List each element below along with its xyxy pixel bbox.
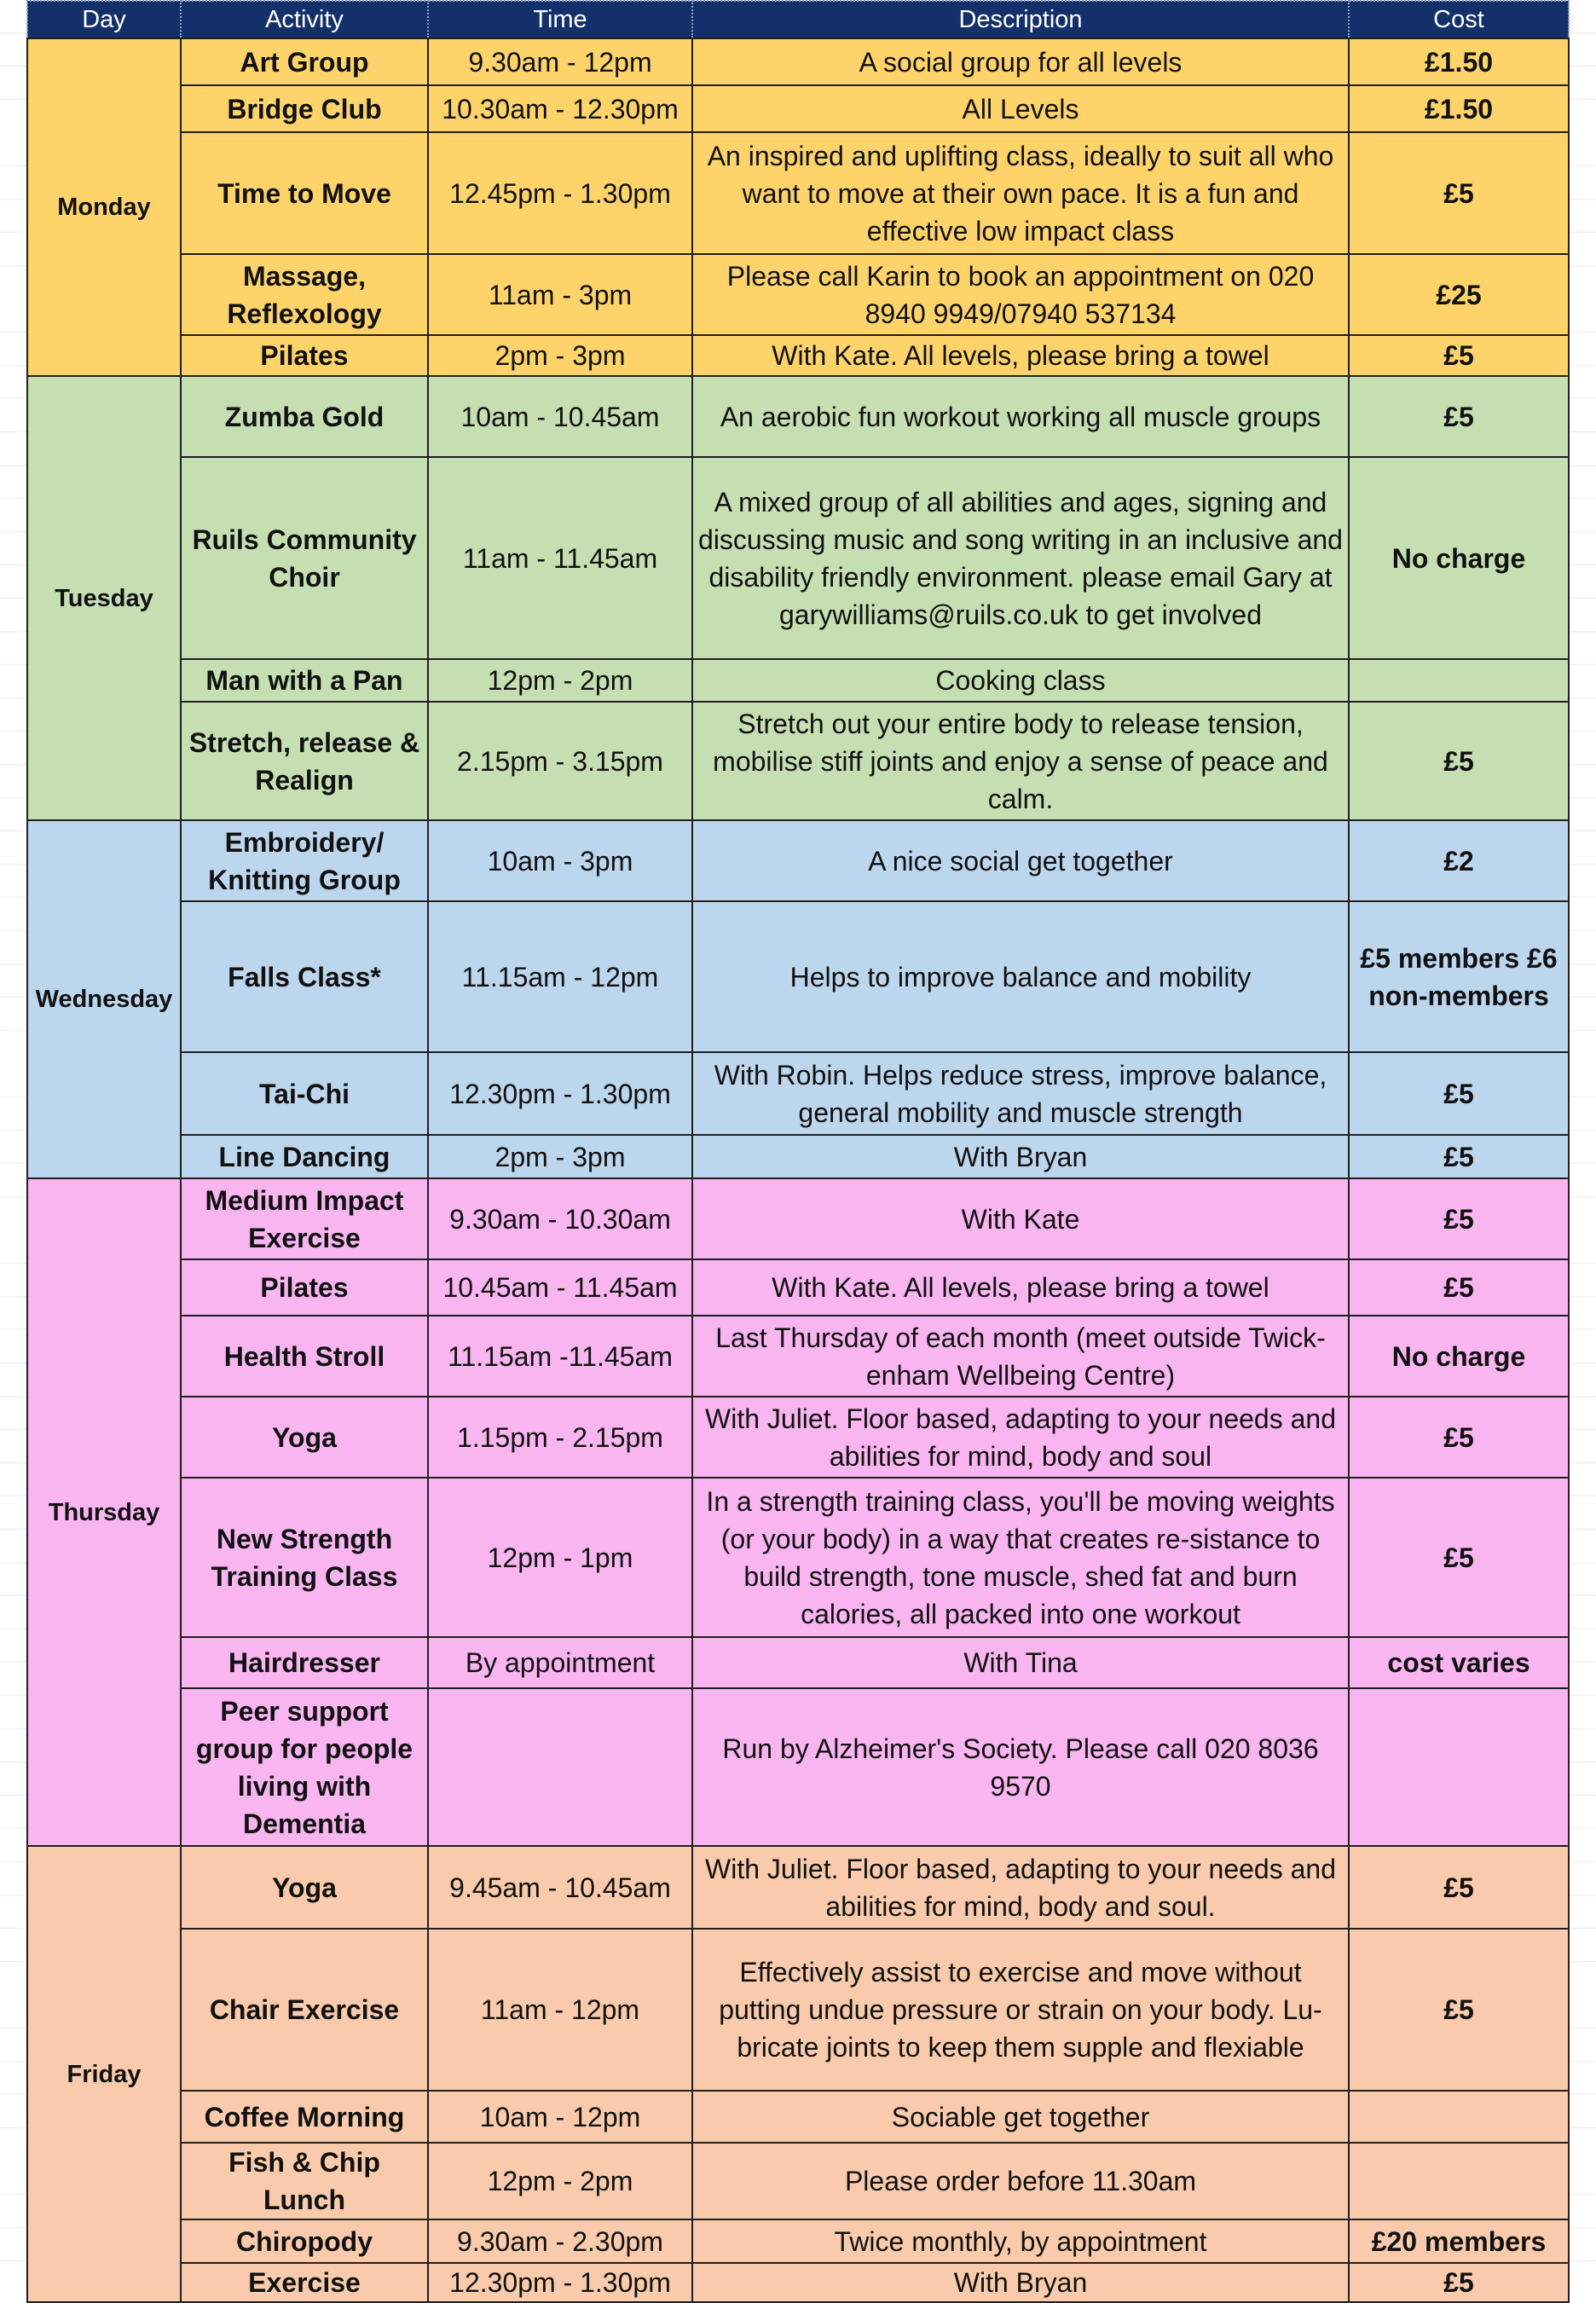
description-cell[interactable]: A nice social get together: [692, 820, 1349, 901]
description-cell[interactable]: All Levels: [692, 85, 1349, 132]
table-row: [27, 1929, 1569, 2091]
description-cell[interactable]: Please call Karin to book an appointment on 020 8940 9949/07940 537134: [692, 254, 1349, 335]
cost-cell[interactable]: £5: [1349, 1846, 1569, 1929]
description-cell[interactable]: With Tina: [692, 1637, 1349, 1688]
cost-cell[interactable]: £5 members £6 non-members: [1349, 901, 1569, 1052]
header-activity[interactable]: Activity: [181, 1, 428, 38]
table-row: [27, 85, 1569, 132]
day-cell-tuesday[interactable]: Tuesday: [27, 376, 181, 820]
time-cell[interactable]: 1.15pm - 2.15pm: [428, 1397, 692, 1478]
activity-cell[interactable]: Coffee Morning: [181, 2091, 428, 2143]
time-cell[interactable]: 11.15am - 12pm: [428, 901, 692, 1052]
description-cell[interactable]: Cooking class: [692, 659, 1349, 702]
activity-cell[interactable]: Medium Impact Exercise: [181, 1178, 428, 1259]
time-cell[interactable]: 11am - 11.45am: [428, 457, 692, 659]
activity-cell[interactable]: Peer support group for people living with Dementia: [181, 1688, 428, 1846]
cost-cell[interactable]: £5: [1349, 335, 1569, 376]
header-day[interactable]: Day: [27, 1, 181, 38]
table-row: [27, 254, 1569, 335]
time-cell[interactable]: 10.30am - 12.30pm: [428, 85, 692, 132]
table-row: [27, 38, 1569, 85]
activity-cell[interactable]: Man with a Pan: [181, 659, 428, 702]
time-cell[interactable]: 12pm - 2pm: [428, 659, 692, 702]
activity-cell[interactable]: Massage, Reflexology: [181, 254, 428, 335]
cost-cell[interactable]: [1349, 659, 1569, 702]
header-description[interactable]: Description: [692, 1, 1349, 38]
time-cell[interactable]: 12.45pm - 1.30pm: [428, 132, 692, 254]
table-row: [27, 1637, 1569, 1688]
time-cell[interactable]: 10am - 12pm: [428, 2091, 692, 2143]
cost-cell[interactable]: £20 members: [1349, 2219, 1569, 2263]
description-cell[interactable]: Helps to improve balance and mobility: [692, 901, 1349, 1052]
activity-cell[interactable]: Exercise: [181, 2263, 428, 2302]
table-row: [27, 2143, 1569, 2219]
cost-cell[interactable]: £5: [1349, 1178, 1569, 1259]
table-row: [27, 1688, 1569, 1846]
table-row: [27, 1259, 1569, 1316]
time-cell[interactable]: 12.30pm - 1.30pm: [428, 1052, 692, 1135]
time-cell[interactable]: 12pm - 2pm: [428, 2143, 692, 2219]
activity-cell[interactable]: Yoga: [181, 1846, 428, 1929]
activity-cell[interactable]: Chair Exercise: [181, 1929, 428, 2091]
cost-cell[interactable]: £5: [1349, 2263, 1569, 2302]
table-row: [27, 1135, 1569, 1178]
cost-cell[interactable]: £1.50: [1349, 85, 1569, 132]
cost-cell[interactable]: £5: [1349, 1929, 1569, 2091]
header-time[interactable]: Time: [428, 1, 692, 38]
cost-cell[interactable]: £5: [1349, 1259, 1569, 1316]
table-row: [27, 2091, 1569, 2143]
description-cell[interactable]: With Kate. All levels, please bring a towel: [692, 1259, 1349, 1316]
activity-cell[interactable]: Pilates: [181, 1259, 428, 1316]
table-row: [27, 702, 1569, 820]
time-cell[interactable]: 10am - 3pm: [428, 820, 692, 901]
description-cell[interactable]: Please order before 11.30am: [692, 2143, 1349, 2219]
table-row: [27, 2219, 1569, 2263]
description-cell[interactable]: With Kate. All levels, please bring a towel: [692, 335, 1349, 376]
cost-cell[interactable]: £5: [1349, 376, 1569, 457]
description-cell[interactable]: A mixed group of all abilities and ages, signing and discussing music and song writing in an inclusive and disability friendly environment. please email Gary at garywilliams@ruils.co.uk to get involved: [692, 457, 1349, 659]
description-cell[interactable]: Stretch out your entire body to release tension, mobilise stiff joints and enjoy a sense of peace and calm.: [692, 702, 1349, 820]
description-cell[interactable]: With Bryan: [692, 2263, 1349, 2302]
activity-cell[interactable]: Falls Class*: [181, 901, 428, 1052]
table-row: [27, 1846, 1569, 1929]
time-cell[interactable]: 2pm - 3pm: [428, 1135, 692, 1178]
table-row: [27, 1397, 1569, 1478]
table-row: [27, 1178, 1569, 1259]
description-cell[interactable]: Last Thursday of each month (meet outside Twick-enham Wellbeing Centre): [692, 1316, 1349, 1397]
cost-cell[interactable]: £5: [1349, 1052, 1569, 1135]
description-cell[interactable]: A social group for all levels: [692, 38, 1349, 85]
header-row: [27, 1, 1569, 38]
activity-cell[interactable]: Bridge Club: [181, 85, 428, 132]
time-cell[interactable]: 10.45am - 11.45am: [428, 1259, 692, 1316]
cost-cell[interactable]: No charge: [1349, 1316, 1569, 1397]
table-row: [27, 901, 1569, 1052]
activity-cell[interactable]: Line Dancing: [181, 1135, 428, 1178]
time-cell[interactable]: By appointment: [428, 1637, 692, 1688]
description-cell[interactable]: Effectively assist to exercise and move without putting undue pressure or strain on your body. Lu-bricate joints to keep them supple and flexiable: [692, 1929, 1349, 2091]
cost-cell[interactable]: £5: [1349, 1478, 1569, 1637]
time-cell[interactable]: 11am - 12pm: [428, 1929, 692, 2091]
description-cell[interactable]: With Kate: [692, 1178, 1349, 1259]
cost-cell[interactable]: £5: [1349, 702, 1569, 820]
description-cell[interactable]: With Juliet. Floor based, adapting to your needs and abilities for mind, body and soul.: [692, 1846, 1349, 1929]
description-cell[interactable]: Twice monthly, by appointment: [692, 2219, 1349, 2263]
time-cell[interactable]: 12.30pm - 1.30pm: [428, 2263, 692, 2302]
description-cell[interactable]: In a strength training class, you'll be moving weights (or your body) in a way that creates re-sistance to build strength, tone muscle, shed fat and burn calories, all packed into one workout: [692, 1478, 1349, 1637]
time-cell[interactable]: 12pm - 1pm: [428, 1478, 692, 1637]
activity-cell[interactable]: Zumba Gold: [181, 376, 428, 457]
time-cell[interactable]: 2pm - 3pm: [428, 335, 692, 376]
table-row: [27, 457, 1569, 659]
table-row: [27, 820, 1569, 901]
cost-cell[interactable]: £25: [1349, 254, 1569, 335]
description-cell[interactable]: An aerobic fun workout working all muscle groups: [692, 376, 1349, 457]
description-cell[interactable]: With Robin. Helps reduce stress, improve balance, general mobility and muscle strength: [692, 1052, 1349, 1135]
activity-cell[interactable]: Fish & Chip Lunch: [181, 2143, 428, 2219]
time-cell[interactable]: 11.15am -11.45am: [428, 1316, 692, 1397]
activity-cell[interactable]: Tai-Chi: [181, 1052, 428, 1135]
cost-cell[interactable]: [1349, 2091, 1569, 2143]
time-cell[interactable]: 9.30am - 12pm: [428, 38, 692, 85]
activity-timetable: [26, 0, 1570, 2303]
table-row: [27, 659, 1569, 702]
activity-cell[interactable]: Health Stroll: [181, 1316, 428, 1397]
activity-cell[interactable]: Chiropody: [181, 2219, 428, 2263]
activity-cell[interactable]: Art Group: [181, 38, 428, 85]
timetable-sheet: [26, 0, 1568, 2303]
table-row: [27, 1316, 1569, 1397]
cost-cell[interactable]: £5: [1349, 132, 1569, 254]
activity-cell[interactable]: Ruils Community Choir: [181, 457, 428, 659]
cost-cell[interactable]: [1349, 2143, 1569, 2219]
cost-cell[interactable]: £5: [1349, 1135, 1569, 1178]
day-cell-friday[interactable]: Friday: [27, 1846, 181, 2302]
table-row: [27, 376, 1569, 457]
time-cell[interactable]: 2.15pm - 3.15pm: [428, 702, 692, 820]
cost-cell[interactable]: £2: [1349, 820, 1569, 901]
time-cell[interactable]: 11am - 3pm: [428, 254, 692, 335]
day-cell-thursday[interactable]: Thursday: [27, 1178, 181, 1846]
activity-cell[interactable]: Embroidery/ Knitting Group: [181, 820, 428, 901]
description-cell[interactable]: An inspired and uplifting class, ideally to suit all who want to move at their own pace. It is a fun and effective low impact class: [692, 132, 1349, 254]
time-cell[interactable]: 9.30am - 10.30am: [428, 1178, 692, 1259]
activity-cell[interactable]: New Strength Training Class: [181, 1478, 428, 1637]
activity-cell[interactable]: Pilates: [181, 335, 428, 376]
description-cell[interactable]: With Bryan: [692, 1135, 1349, 1178]
activity-cell[interactable]: Hairdresser: [181, 1637, 428, 1688]
cost-cell[interactable]: No charge: [1349, 457, 1569, 659]
activity-cell[interactable]: Yoga: [181, 1397, 428, 1478]
time-cell[interactable]: [428, 1688, 692, 1846]
time-cell[interactable]: 9.45am - 10.45am: [428, 1846, 692, 1929]
activity-cell[interactable]: Time to Move: [181, 132, 428, 254]
table-row: [27, 132, 1569, 254]
header-cost[interactable]: Cost: [1349, 1, 1569, 38]
cost-cell[interactable]: £5: [1349, 1397, 1569, 1478]
cost-cell[interactable]: £1.50: [1349, 38, 1569, 85]
time-cell[interactable]: 10am - 10.45am: [428, 376, 692, 457]
time-cell[interactable]: 9.30am - 2.30pm: [428, 2219, 692, 2263]
activity-cell[interactable]: Stretch, release & Realign: [181, 702, 428, 820]
description-cell[interactable]: Run by Alzheimer's Society. Please call 020 8036 9570: [692, 1688, 1349, 1846]
table-row: [27, 335, 1569, 376]
cost-cell[interactable]: cost varies: [1349, 1637, 1569, 1688]
cost-cell[interactable]: [1349, 1688, 1569, 1846]
table-row: [27, 1478, 1569, 1637]
table-row: [27, 2263, 1569, 2302]
table-row: [27, 1052, 1569, 1135]
day-cell-wednesday[interactable]: Wednesday: [27, 820, 181, 1178]
description-cell[interactable]: Sociable get together: [692, 2091, 1349, 2143]
day-cell-monday[interactable]: Monday: [27, 38, 181, 376]
description-cell[interactable]: With Juliet. Floor based, adapting to your needs and abilities for mind, body and soul: [692, 1397, 1349, 1478]
